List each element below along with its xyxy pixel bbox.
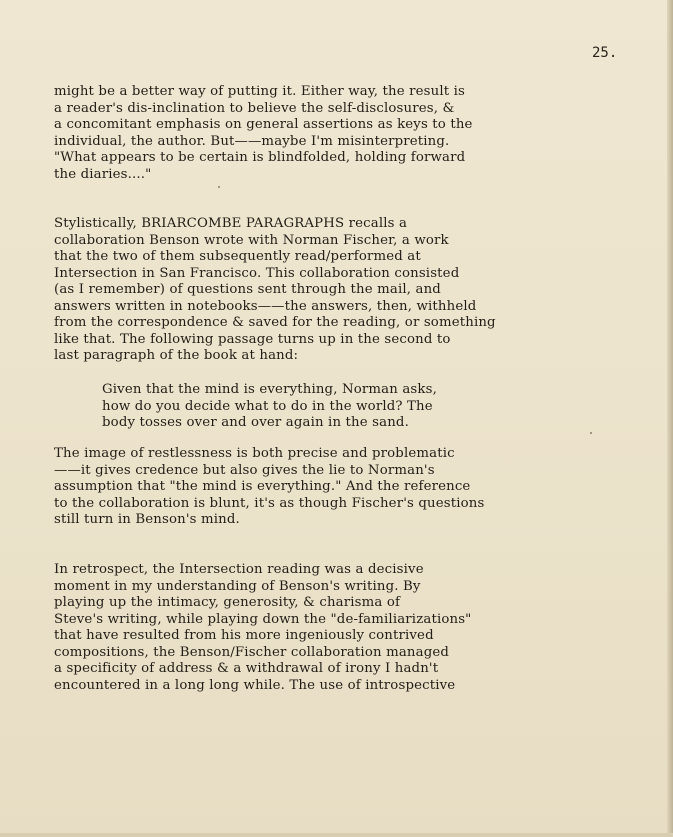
paper-speck	[590, 432, 592, 434]
text-line: like that. The following passage turns up in the second to	[54, 331, 451, 347]
text-line: answers written in notebooks——the answers, then, withheld	[54, 298, 477, 314]
text-line: compositions, the Benson/Fischer collaboration managed	[54, 644, 450, 660]
text-line: a specificity of address & a withdrawal of irony I hadn't	[54, 661, 439, 676]
quote-line: body tosses over and over again in the sand.	[102, 415, 409, 430]
text-line: Stylistically, BRIARCOMBE PARAGRAPHS recalls a	[54, 216, 408, 231]
text-line: ——it gives credence but also gives the lie to Norman's	[54, 462, 435, 478]
quote-line: how do you decide what to do in the world? The	[102, 398, 433, 414]
paragraph-3	[54, 446, 614, 529]
text-line: moment in my understanding of Benson's writing. By	[54, 578, 421, 594]
text-line: that have resulted from his more ingeniously contrived	[54, 628, 434, 643]
block-quote	[102, 382, 562, 432]
paragraph-1	[54, 84, 614, 183]
text-line: a reader's dis-inclination to believe the self-disclosures, &	[54, 100, 455, 116]
text-line: encountered in a long long while. The use of introspective	[54, 677, 456, 693]
paragraph-2	[54, 216, 614, 365]
page-bottom-edge	[0, 833, 673, 837]
text-line: The image of restlessness is both precise and problematic	[54, 446, 455, 461]
text-line: Steve's writing, while playing down the "de-familiarizations"	[54, 611, 472, 627]
text-line: the diaries...."	[54, 166, 152, 182]
text-line: to the collaboration is blunt, it's as though Fischer's questions	[54, 495, 485, 511]
text-line: still turn in Benson's mind.	[54, 512, 240, 527]
text-line: assumption that "the mind is everything." And the reference	[54, 479, 471, 494]
text-line: (as I remember) of questions sent through the mail, and	[54, 282, 441, 297]
page-edge-shadow	[667, 0, 673, 837]
text-line: from the correspondence & saved for the reading, or something	[54, 315, 496, 330]
text-line: might be a better way of putting it. Either way, the result is	[54, 84, 465, 99]
text-line: collaboration Benson wrote with Norman Fischer, a work	[54, 232, 449, 248]
quote-line: Given that the mind is everything, Norman asks,	[102, 382, 437, 397]
text-line: that the two of them subsequently read/performed at	[54, 249, 421, 264]
paragraph-4	[54, 562, 614, 694]
text-line: "What appears to be certain is blindfolded, holding forward	[54, 150, 466, 165]
paper-speck	[218, 186, 220, 188]
text-line: a concomitant emphasis on general assertions as keys to the	[54, 117, 473, 132]
text-line: last paragraph of the book at hand:	[54, 348, 299, 363]
text-line: In retrospect, the Intersection reading was a decisive	[54, 562, 424, 577]
text-line: Intersection in San Francisco. This collaboration consisted	[54, 265, 460, 281]
text-line: individual, the author. But——maybe I'm misinterpreting.	[54, 133, 450, 149]
text-line: playing up the intimacy, generosity, & charisma of	[54, 595, 401, 610]
page-number: 25.	[592, 45, 618, 61]
